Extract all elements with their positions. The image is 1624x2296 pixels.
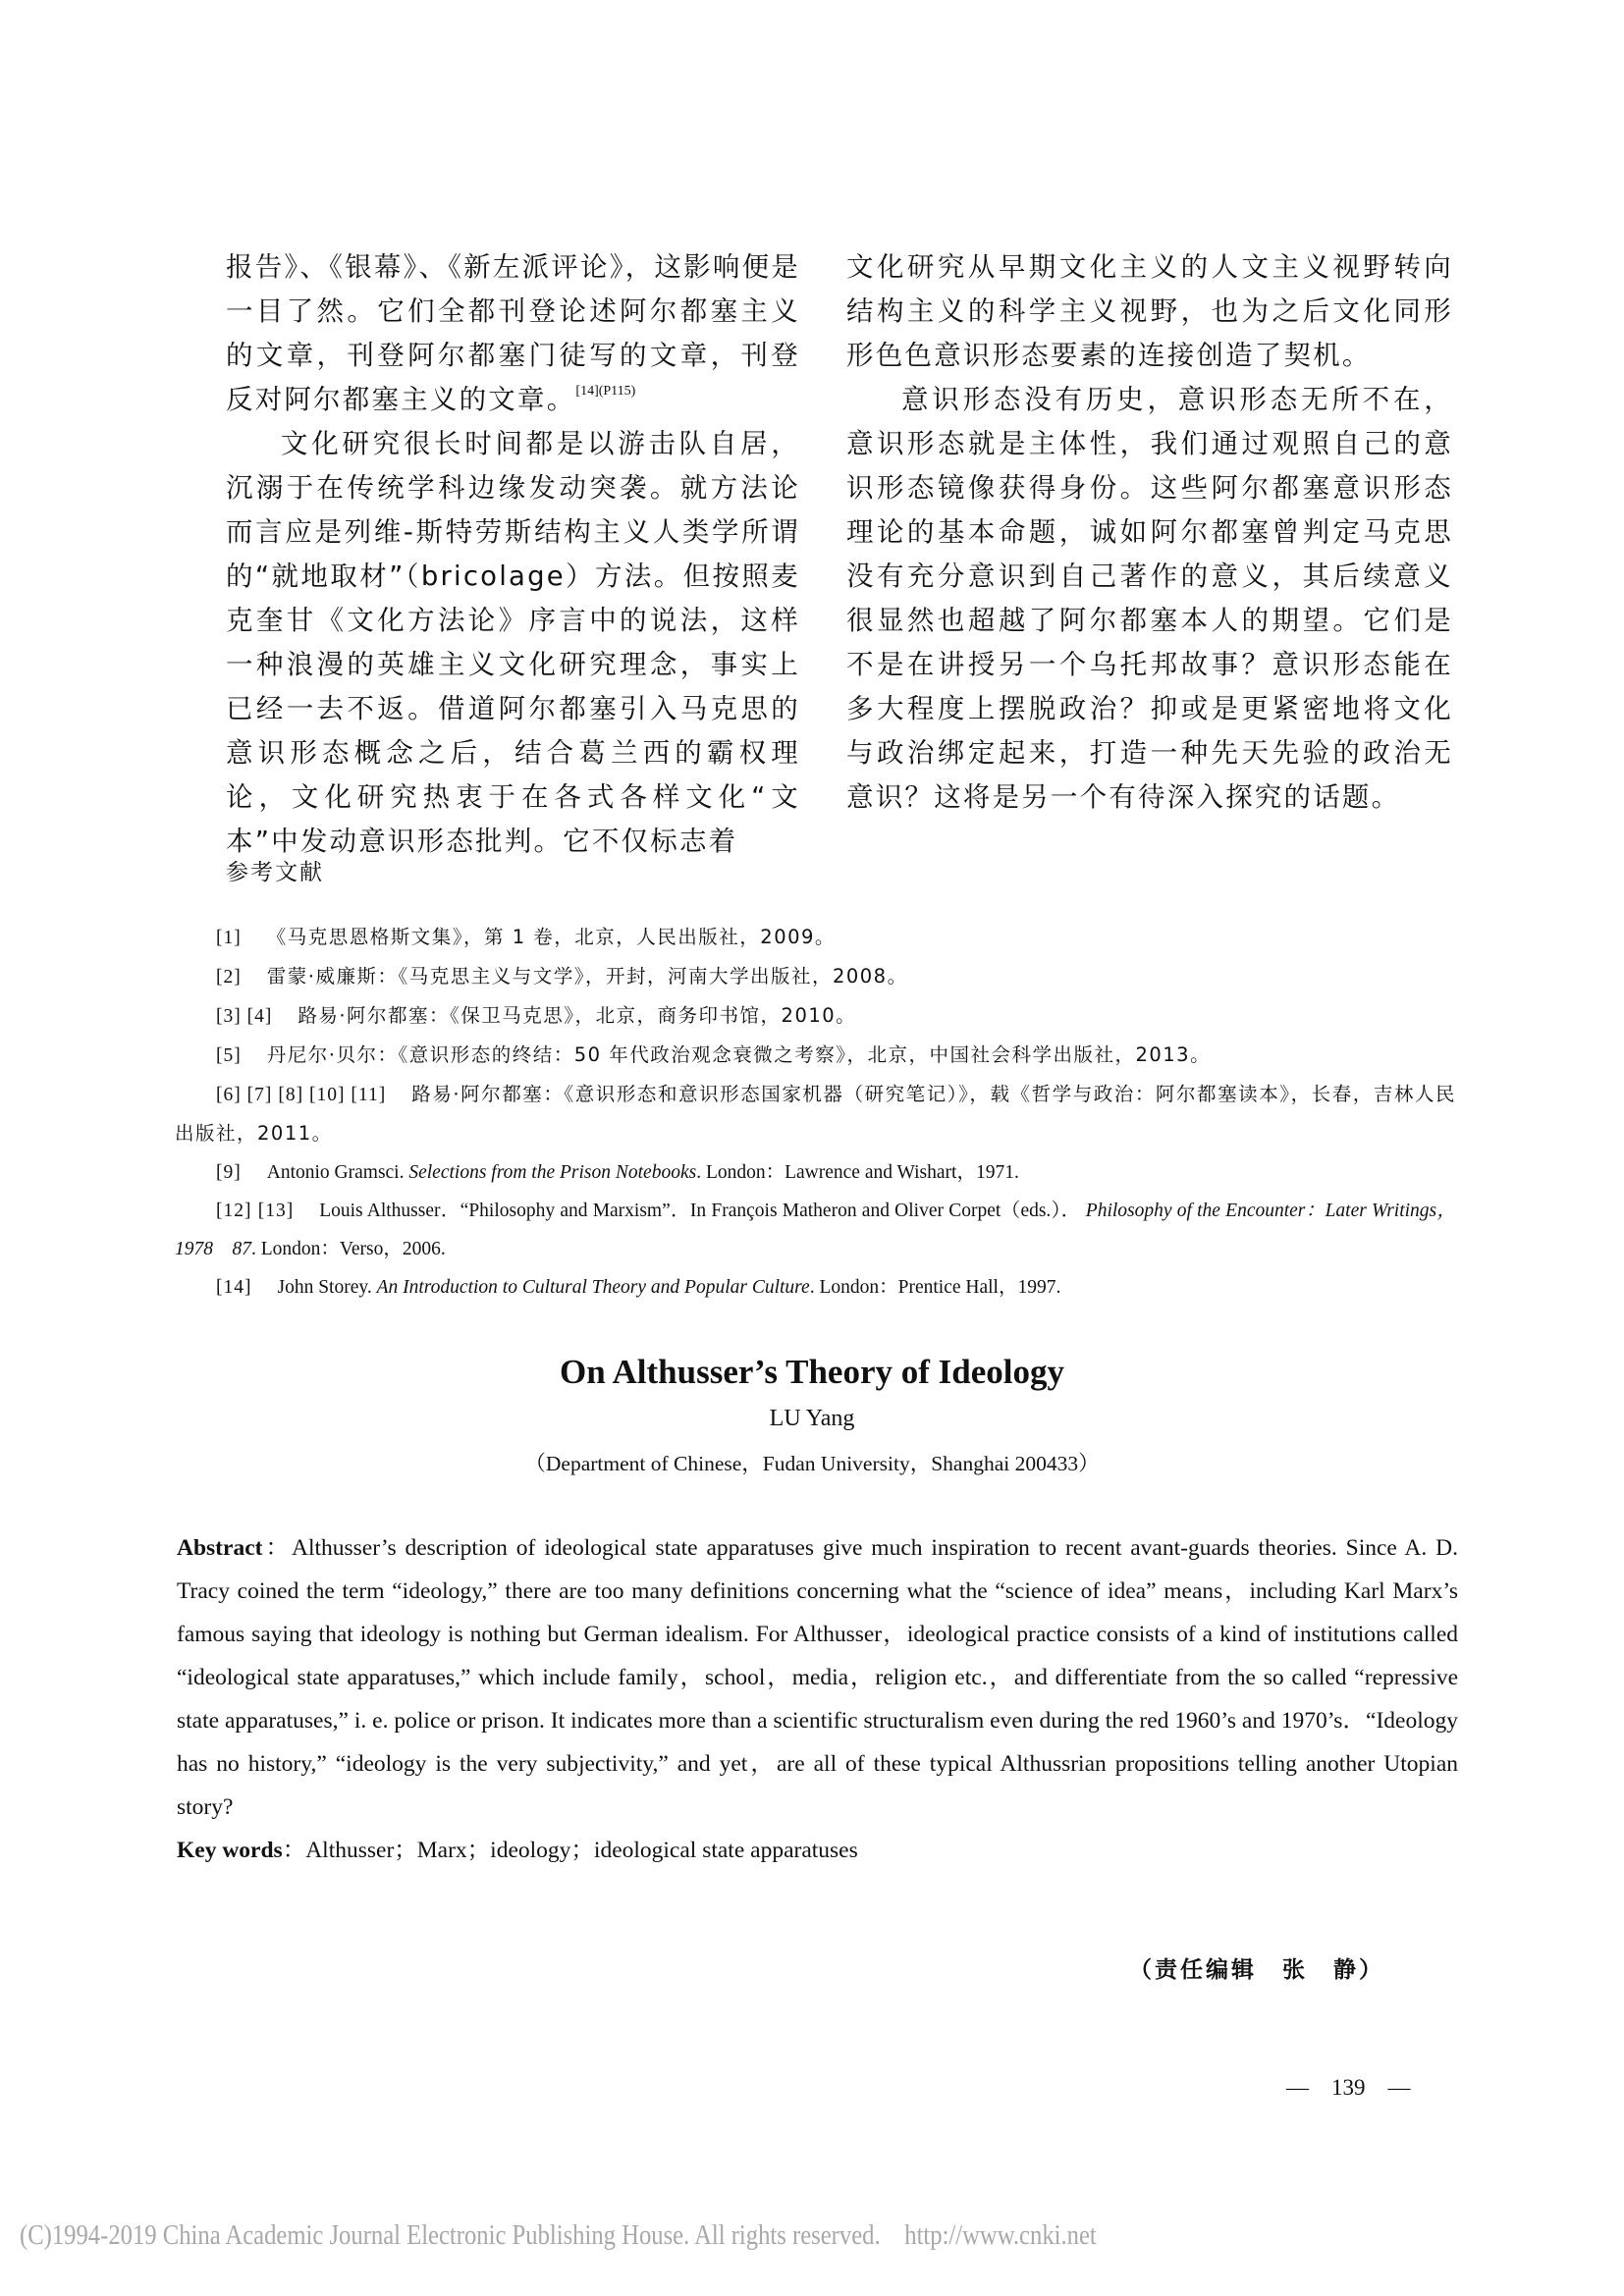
reference-title: Philosophy of the Encounter：Later Writings，1978 87 (175, 1201, 1456, 1259)
reference-title: Selections from the Prison Notebooks (408, 1162, 697, 1183)
reference-item (175, 1268, 1456, 1307)
references-list (175, 918, 1456, 1307)
reference-number: [5] (216, 1045, 242, 1066)
keywords-label: Key words (177, 1838, 283, 1863)
responsible-editor: （责任编辑 张 静） (1129, 1957, 1384, 1983)
reference-title: An Introduction to Cultural Theory and Popular Culture (376, 1277, 810, 1298)
reference-text: 路易·阿尔都塞：《意识形态和意识形态国家机器（研究笔记）》，载《哲学与政治：阿尔都塞读本》，长春，吉林人民出版社，2011。 (175, 1083, 1456, 1145)
reference-number: [9] (216, 1162, 242, 1183)
english-title: On Althusser’s Theory of Ideology (559, 1353, 1064, 1391)
reference-item (175, 1153, 1456, 1192)
abstract-text: Althusser’s description of ideological state apparatuses give much inspiration to recent avant-guards theories. Since A. D. Tracy coined the term “ideology,” there are too many definitions concerning what the “science of idea” means，including Karl Marx’s famous saying that ideology is nothing but German idealism. For Althusser，ideological practice consists of a kind of institutions called “ideological state apparatuses,” which include family，school，media，religion etc.，and differentiate from the so called “repressive state apparatuses,” i. e. police or prison. It indicates more than a scientific structuralism even during the red 1960’s and 1970’s．“Ideology has no history,” “ideology is the very subjectivity,” and yet，are all of these typical Althussrian propositions telling another Utopian story? (177, 1535, 1458, 1820)
keywords-paragraph (177, 1829, 1458, 1872)
reference-publisher: . London：Prentice Hall，1997. (809, 1277, 1061, 1298)
reference-number: [2] (216, 967, 242, 988)
paragraph-text: 报告》、《银幕》、《新左派评论》，这影响便是一目了然。它们全都刊登论述阿尔都塞主义的文章，刊登阿尔都塞门徒写的文章，刊登反对阿尔都塞主义的文章。 (226, 251, 800, 415)
copyright-footer: (C)1994-2019 China Academic Journal Electronic Publishing House. All rights reserved. http://www.cnki.net (20, 2220, 1097, 2251)
reference-text: 《马克思恩格斯文集》，第 1 卷，北京，人民出版社，2009。 (266, 926, 836, 948)
reference-author: John Storey. (277, 1277, 372, 1298)
reference-publisher: . London：Verso，2006. (251, 1239, 446, 1259)
reference-item (175, 1192, 1456, 1268)
reference-publisher: . London：Lawrence and Wishart，1971. (696, 1162, 1019, 1183)
reference-number: [6] [7] [8] [10] [11] (216, 1085, 387, 1105)
citation-marker: [14](P115) (575, 384, 636, 399)
reference-author: Antonio Gramsci. (266, 1162, 405, 1183)
reference-text: 路易·阿尔都塞：《保卫马克思》，北京，商务印书馆，2010。 (298, 1004, 857, 1027)
reference-text: 雷蒙·威廉斯：《马克思主义与文学》，开封，河南大学出版社，2008。 (266, 965, 908, 988)
paragraph (226, 245, 800, 422)
paragraph: 文化研究从早期文化主义的人文主义视野转向结构主义的科学主义视野，也为之后文化同形形色色意识形态要素的连接创造了契机。 (846, 251, 1453, 371)
paragraph: 文化研究很长时间都是以游击队自居，沉溺于在传统学科边缘发动突袭。就方法论而言应是列维-斯特劳斯结构主义人类学所谓的“就地取材”（bricolage）方法。但按照麦克奎甘《文化方法论》序言中的说法，这样一种浪漫的英雄主义文化研究理念，事实上已经一去不返。借道阿尔都塞引入马克思的意识形态概念之后，结合葛兰西的霸权理论，文化研究热衷于在各式各样文化“文本”中发动意识形态批判。它不仅标志着 (226, 428, 800, 857)
english-author: LU Yang (769, 1406, 855, 1431)
keywords-separator: ： (282, 1838, 306, 1863)
english-affiliation: （Department of Chinese，Fudan University，Shanghai 200433） (524, 1452, 1100, 1475)
reference-number: [1] (216, 928, 242, 948)
reference-number: [3] [4] (216, 1006, 273, 1027)
abstract-separator: ： (262, 1535, 292, 1561)
reference-author: Louis Althusser．“Philosophy and Marxism”．In François Matheron and Oliver Corpet（eds.）． (319, 1201, 1081, 1221)
english-abstract (177, 1526, 1458, 1872)
abstract-paragraph (177, 1526, 1458, 1829)
reference-item (175, 1036, 1456, 1075)
reference-item (175, 918, 1456, 957)
reference-text: 丹尼尔·贝尔：《意识形态的终结：50 年代政治观念衰微之考察》，北京，中国社会科学出版社，2013。 (266, 1043, 1212, 1066)
keywords-text: Althusser；Marx；ideology；ideological state apparatuses (305, 1838, 858, 1863)
reference-number: [14] (216, 1277, 252, 1298)
reference-item (175, 1075, 1456, 1153)
page-number: — 139 — (1286, 2075, 1411, 2100)
abstract-label: Abstract (177, 1535, 263, 1561)
paragraph: 意识形态没有历史，意识形态无所不在，意识形态就是主体性，我们通过观照自己的意识形态镜像获得身份。这些阿尔都塞意识形态理论的基本命题，诚如阿尔都塞曾判定马克思没有充分意识到自己著作的意义，其后续意义很显然也超越了阿尔都塞本人的期望。它们是不是在讲授另一个乌托邦故事？意识形态能在多大程度上摆脱政治？抑或是更紧密地将文化与政治绑定起来，打造一种先天先验的政治无意识？这将是另一个有待深入探究的话题。 (846, 384, 1453, 813)
reference-item (175, 996, 1456, 1036)
body-left-column (226, 245, 800, 864)
reference-item (175, 957, 1456, 996)
body-right-column (846, 245, 1453, 820)
reference-number: [12] [13] (216, 1201, 295, 1221)
references-heading: 参考文献 (226, 860, 324, 885)
